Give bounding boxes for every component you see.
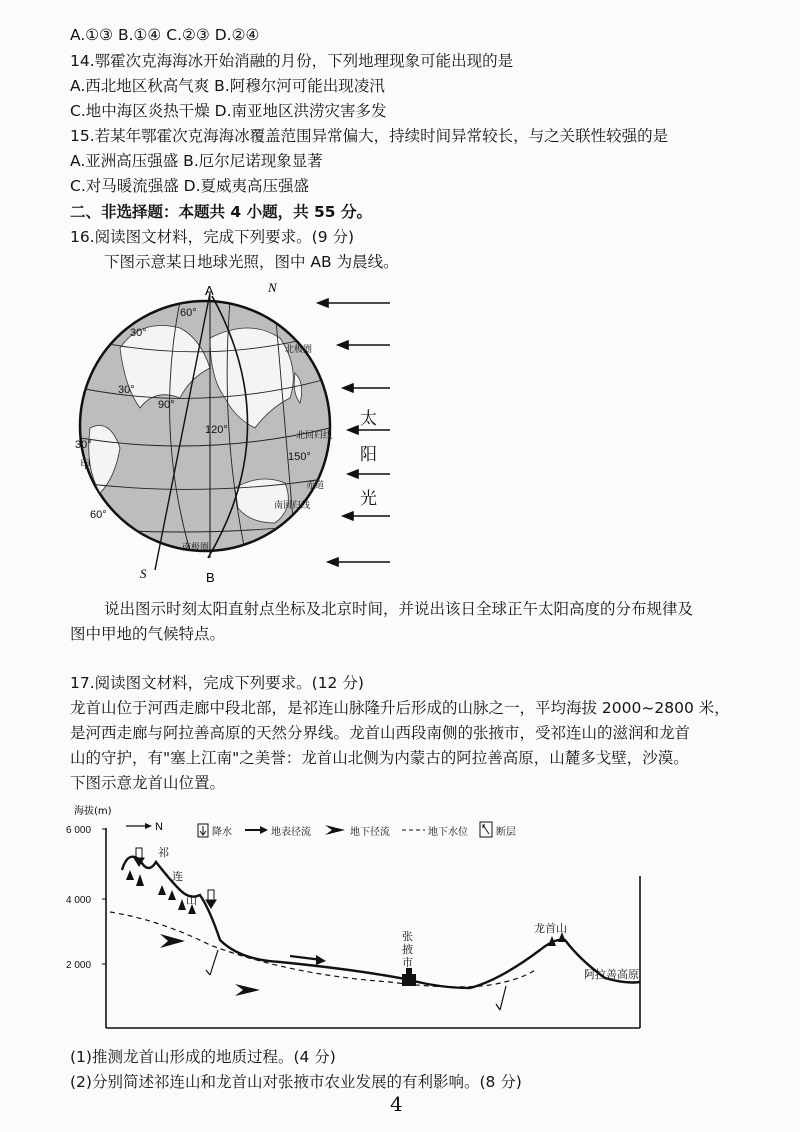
- q13-options: A.①③ B.①④ C.②③ D.②④: [70, 26, 260, 44]
- q16-stem: 16.阅读图文材料，完成下列要求。(9 分): [70, 228, 355, 246]
- legend-fault: 断层: [496, 827, 516, 838]
- lat-60n-label: 60°: [180, 307, 197, 319]
- mountain-trees: [126, 870, 566, 946]
- tick-2000: 2 000: [66, 960, 92, 971]
- water-table-line: [110, 912, 535, 987]
- arctic-circle-label: 北极圈: [285, 345, 313, 355]
- tick-6000: 6 000: [66, 825, 92, 836]
- q15-options-ab: A.亚洲高压强盛 B.厄尔尼诺现象显著: [70, 152, 323, 170]
- lat-30s-label: 30°: [75, 439, 92, 451]
- zhangye-city-marker: [402, 968, 416, 986]
- q17-paragraph-line-4: 下图示意龙首山位置。: [70, 774, 226, 792]
- q17-stem: 17.阅读图文材料，完成下列要求。(12 分): [70, 674, 364, 692]
- point-b-label: B: [206, 570, 215, 585]
- north-label: N: [268, 280, 277, 295]
- q16-task-line-2: 图中甲地的气候特点。: [70, 625, 226, 643]
- north-arrow-label: N: [155, 821, 163, 833]
- q15-options-cd: C.对马暖流强盛 D.夏威夷高压强盛: [70, 177, 310, 195]
- tropic-cancer-label: 北回归线: [296, 431, 333, 441]
- tropic-capricorn-label: 南回归线: [274, 501, 311, 511]
- q17-sub-question-2: (2)分别简述祁连山和龙首山对张掖市农业发展的有利影响。(8 分): [70, 1073, 522, 1091]
- zhangye-char-3: 市: [402, 956, 413, 969]
- globe-illumination-figure: [60, 278, 410, 588]
- profile-ylabel: 海拔(m): [74, 806, 112, 817]
- legend-precipitation: 降水: [212, 827, 232, 838]
- lon-150-label: 150°: [288, 451, 311, 463]
- point-a-label: A: [205, 283, 214, 298]
- legend-surface-runoff: 地表径流: [271, 827, 311, 838]
- q17-sub-question-1: (1)推测龙首山形成的地质过程。(4 分): [70, 1048, 336, 1066]
- qilian-char-3: 山: [186, 894, 197, 907]
- tick-4000: 4 000: [66, 895, 92, 906]
- antarctic-circle-label: 南极圈: [182, 543, 210, 553]
- south-label: S: [140, 566, 147, 581]
- longshou-label: 龙首山: [534, 922, 567, 935]
- lat-30n-b-label: 30°: [118, 384, 135, 396]
- legend-water-table: 地下水位: [428, 827, 468, 838]
- lon-90-label: 90°: [158, 399, 175, 411]
- lat-30n-label: 30°: [130, 327, 147, 339]
- equator-label: 赤道: [306, 481, 325, 491]
- legend-underground-runoff: 地下径流: [350, 827, 390, 838]
- longshou-profile-figure: [60, 800, 750, 1040]
- alxa-label: 阿拉善高原: [584, 968, 639, 981]
- jia-label: 甲: [80, 459, 91, 471]
- q17-paragraph-line-3: 山的守护，有"塞上江南"之美誉：龙首山北侧为内蒙古的阿拉善高原，山麓多戈壁，沙漠。: [70, 749, 689, 767]
- lon-120-label: 120°: [205, 424, 228, 436]
- section-two-heading: 二、非选择题：本题共 4 小题，共 55 分。: [70, 203, 372, 221]
- sunlight-char-1: 太: [360, 409, 377, 429]
- q16-task-line-1: 说出图示时刻太阳直射点坐标及北京时间，并说出该日全球正午太阳高度的分布规律及: [104, 600, 694, 618]
- profile-legend: [198, 822, 516, 838]
- lat-60s-label: 60°: [90, 509, 107, 521]
- north-arrow-head: [145, 823, 152, 829]
- q15-stem: 15.若某年鄂霍次克海海冰覆盖范围异常偏大，持续时间异常较长，与之关联性较强的是: [70, 127, 669, 145]
- sunlight-char-2: 阳: [360, 445, 377, 465]
- q14-options-ab: A.西北地区秋高气爽 B.阿穆尔河可能出现凌汛: [70, 77, 385, 95]
- zhangye-char-2: 掖: [402, 943, 413, 956]
- q17-paragraph-line-2: 是河西走廊与阿拉善高原的天然分界线。龙首山西段南侧的张掖市，受祁连山的滋润和龙首: [70, 724, 691, 742]
- q17-paragraph-line-1: 龙首山位于河西走廊中段北部，是祁连山脉隆升后形成的山脉之一，平均海拔 2000~2800 米，: [70, 699, 730, 717]
- page-number: 4: [390, 1092, 403, 1116]
- groundwater-arrows: [160, 934, 260, 996]
- sunlight-char-3: 光: [360, 489, 377, 509]
- q14-stem: 14.鄂霍次克海海冰开始消融的月份，下列地理现象可能出现的是: [70, 52, 514, 70]
- q14-options-cd: C.地中海区炎热干燥 D.南亚地区洪涝灾害多发: [70, 102, 387, 120]
- q16-intro: 下图示意某日地球光照，图中 AB 为晨线。: [104, 253, 399, 271]
- qilian-char-2: 连: [172, 870, 183, 883]
- zhangye-char-1: 张: [402, 930, 413, 943]
- qilian-char-1: 祁: [158, 846, 169, 859]
